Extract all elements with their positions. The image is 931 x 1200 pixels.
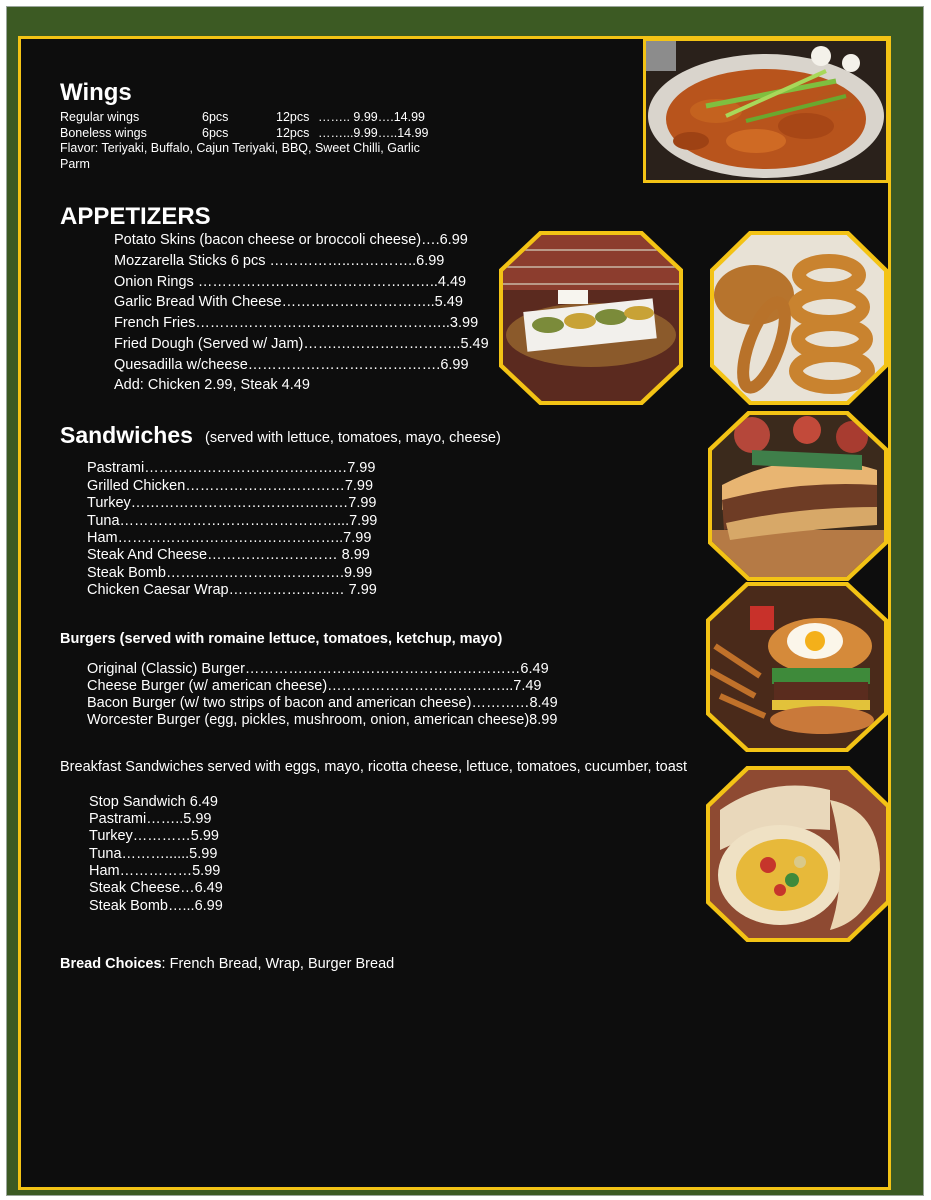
appetizer-item: Add: Chicken 2.99, Steak 4.49 (114, 377, 310, 393)
wings-regular-name: Regular wings (60, 110, 140, 124)
wrap-photo (706, 766, 890, 942)
burger-item: Cheese Burger (w/ american cheese)………………………………...7.49 (87, 678, 542, 694)
wings-regular-price: …….. 9.99….14.99 (318, 110, 426, 124)
sandwich-item: Grilled Chicken……………………………7.99 (87, 478, 374, 494)
onion-rings-photo (710, 231, 888, 405)
sandwich-item: Chicken Caesar Wrap…………………… 7.99 (87, 582, 377, 598)
appetizer-item: Onion Rings …………………………………………..4.49 (114, 274, 467, 290)
appetizer-item: Potato Skins (bacon cheese or broccoli cheese)….6.99 (114, 232, 468, 248)
sandwich-item: Steak And Cheese……………………… 8.99 (87, 547, 370, 563)
burgers-title: Burgers (served with romaine lettuce, tomatoes, ketchup, mayo) (60, 631, 503, 647)
wings-title: Wings (60, 79, 132, 106)
burger-photo (706, 582, 888, 752)
garlic-bread-photo (499, 231, 683, 405)
sandwich-item: Tuna………………………………………...7.99 (87, 513, 378, 529)
breakfast-item: Steak Bomb…...6.99 (89, 898, 223, 914)
appetizer-item: Mozzarella Sticks 6 pcs ……………..…………..6.99 (114, 253, 445, 269)
appetizers-title: APPETIZERS (60, 203, 211, 230)
wings-boneless-name: Boneless wings (60, 126, 147, 140)
sandwich-item: Ham………………………………………..7.99 (87, 530, 372, 546)
breakfast-item: Tuna………......5.99 (89, 846, 218, 862)
sub-sandwich-photo (708, 411, 888, 581)
breakfast-title: Breakfast Sandwiches served with eggs, mayo, ricotta cheese, lettuce, tomatoes, cucumber, toast (60, 759, 688, 775)
breakfast-item: Steak Cheese…6.49 (89, 880, 223, 896)
burger-item: Worcester Burger (egg, pickles, mushroom, onion, american cheese)8.99 (87, 712, 558, 728)
burger-item: Bacon Burger (w/ two strips of bacon and american cheese)…………8.49 (87, 695, 558, 711)
breakfast-item: Turkey…………5.99 (89, 828, 219, 844)
wings-regular-12pcs: 12pcs (276, 110, 310, 124)
burger-item: Original (Classic) Burger…………………………………………………6.49 (87, 661, 549, 677)
wings-boneless-price: ……...9.99…..14.99 (318, 126, 429, 140)
sandwich-item: Turkey………………………………………7.99 (87, 495, 377, 511)
appetizer-item: French Fries……………………………………………..3.99 (114, 315, 479, 331)
sandwich-item: Steak Bomb……………………………….9.99 (87, 565, 373, 581)
wings-flavor: Flavor: Teriyaki, Buffalo, Cajun Teriyaki, BBQ, Sweet Chilli, Garlic (60, 141, 420, 155)
bread-choices-text: : French Bread, Wrap, Burger Bread (161, 956, 395, 972)
wings-boneless-12pcs: 12pcs (276, 126, 310, 140)
wings-photo (643, 38, 889, 183)
breakfast-item: Stop Sandwich 6.49 (89, 794, 218, 810)
bread-choices-label: Bread Choices (60, 956, 162, 972)
sandwich-item: Pastrami……………………………………7.99 (87, 460, 376, 476)
wings-regular-6pcs: 6pcs (202, 110, 229, 124)
breakfast-item: Pastrami……..5.99 (89, 811, 212, 827)
appetizer-item: Fried Dough (Served w/ Jam)…….……………………..5.49 (114, 336, 489, 352)
breakfast-item: Ham……………5.99 (89, 863, 221, 879)
bread-choices (60, 957, 394, 972)
wings-flavor-cont: Parm (60, 157, 90, 171)
sandwiches-title: Sandwiches (60, 422, 193, 448)
appetizer-item: Garlic Bread With Cheese…………………………..5.49 (114, 294, 463, 310)
appetizer-item: Quesadilla w/cheese………………………………….6.99 (114, 357, 469, 373)
sandwiches-subtitle: (served with lettuce, tomatoes, mayo, cheese) (205, 430, 501, 446)
wings-boneless-6pcs: 6pcs (202, 126, 229, 140)
